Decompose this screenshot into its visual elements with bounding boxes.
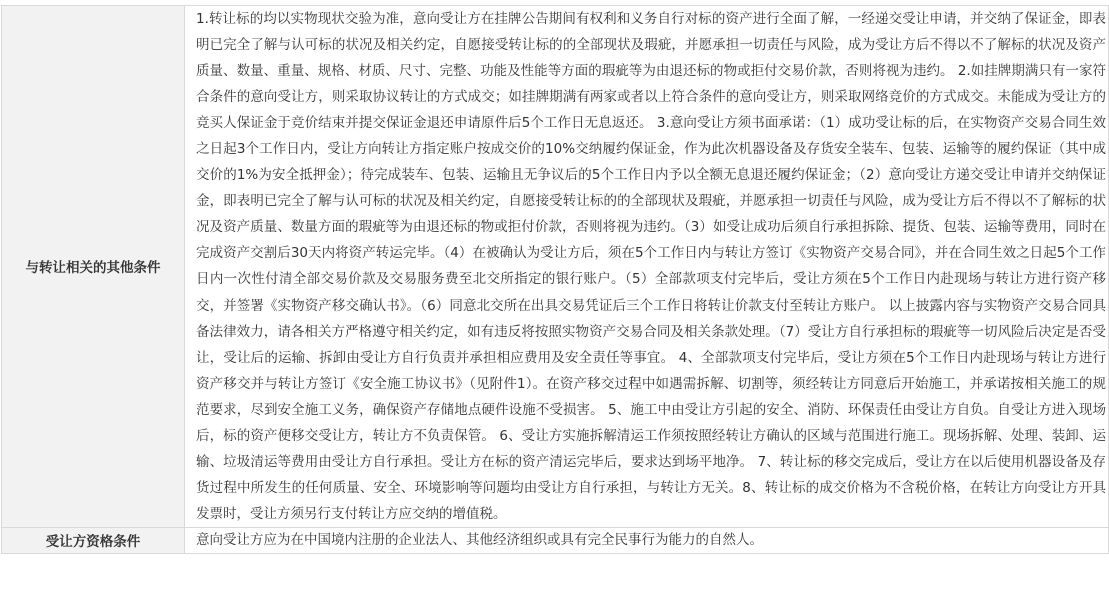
transferee-qualification-label: 受让方资格条件 bbox=[2, 527, 185, 553]
transferee-qualification-row bbox=[2, 527, 1109, 553]
other-conditions-row bbox=[2, 6, 1109, 528]
other-conditions-value: 1.转让标的均以实物现状交验为准，意向受让方在挂牌公告期间有权利和义务自行对标的资产进行全面了解，一经递交受让申请，并交纳了保证金，即表明已完全了解与认可标的状况及相关约定，自愿接受转让标的的全部现状及瑕疵，并愿承担一切责任与风险，成为受让方后不得以不了解标的状况及资产质量、数量、重量、规格、材质、尺寸、完整、功能及性能等方面的瑕疵等为由退还标的物或拒付交易价款，否则将视为违约。 2.如挂牌期满只有一家符合条件的意向受让方，则采取协议转让的方式成交；如挂牌期满有两家或者以上符合条件的意向受让方，则采取网络竞价的方式成交。未能成为受让方的竞买人保证金于竞价结束并提交保证金退还申请原件后5个工作日无息返还。 3.意向受让方须书面承诺：（1）成功受让标的后，在实物资产交易合同生效之日起3个工作日内，受让方向转让方指定账户按成交价的10%交纳履约保证金，作为此次机器设备及存货安全装车、包装、运输等的履约保证（其中成交价的1%为安全抵押金）；待完成装车、包装、运输且无争议后的5个工作日内予以全额无息退还履约保证金；（2）意向受让方递交受让申请并交纳保证金，即表明已完全了解与认可标的状况及相关约定，自愿接受转让标的的全部现状及瑕疵，并愿承担一切责任与风险，成为受让方后不得以不了解标的状况及资产质量、数量方面的瑕疵等为由退还标的物或拒付价款，否则将视为违约。（3）如受让成功后须自行承担拆除、提货、包装、运输等费用，同时在完成资产交割后30天内将资产转运完毕。（4）在被确认为受让方后，须在5个工作日内与转让方签订《实物资产交易合同》，并在合同生效之日起5个工作日内一次性付清全部交易价款及交易服务费至北交所指定的银行账户。（5）全部款项支付完毕后，受让方须在5个工作日内赴现场与转让方进行资产移交，并签署《实物资产移交确认书》。（6）同意北交所在出具交易凭证后三个工作日将转让价款支付至转让方账户。 以上披露内容与实物资产交易合同具备法律效力，请各相关方严格遵守相关约定，如有违反将按照实物资产交易合同及相关条款处理。（7）受让方自行承担标的瑕疵等一切风险后决定是否受让，受让后的运输、拆卸由受让方自行负责并承担相应费用及安全责任等事宜。 4、全部款项支付完毕后，受让方须在5个工作日内赴现场与转让方进行资产移交并与转让方签订《安全施工协议书》（见附件1）。在资产移交过程中如遇需拆解、切割等，须经转让方同意后开始施工，并承诺按相关施工的规范要求，尽到安全施工义务，确保资产存储地点硬件设施不受损害。 5、施工中由受让方引起的安全、消防、环保责任由受让方自负。自受让方进入现场后，标的资产便移交受让方，转让方不负责保管。 6、受让方实施拆解清运工作须按照经转让方确认的区域与范围进行施工。现场拆解、处理、装卸、运输、垃圾清运等费用由受让方自行承担。受让方在标的资产清运完毕后，要求达到场平地净。 7、转让标的移交完成后，受让方在以后使用机器设备及存货过程中所发生的任何质量、安全、环境影响等问题均由受让方自行承担，与转让方无关。8、转让标的成交价格为不含税价格，在转让方向受让方开具发票时，受让方须另行支付转让方应交纳的增值税。 bbox=[185, 6, 1109, 528]
transferee-qualification-value: 意向受让方应为在中国境内注册的企业法人、其他经济组织或具有完全民事行为能力的自然人。 bbox=[185, 527, 1109, 553]
transfer-info-table bbox=[1, 5, 1109, 554]
other-conditions-label: 与转让相关的其他条件 bbox=[2, 6, 185, 528]
